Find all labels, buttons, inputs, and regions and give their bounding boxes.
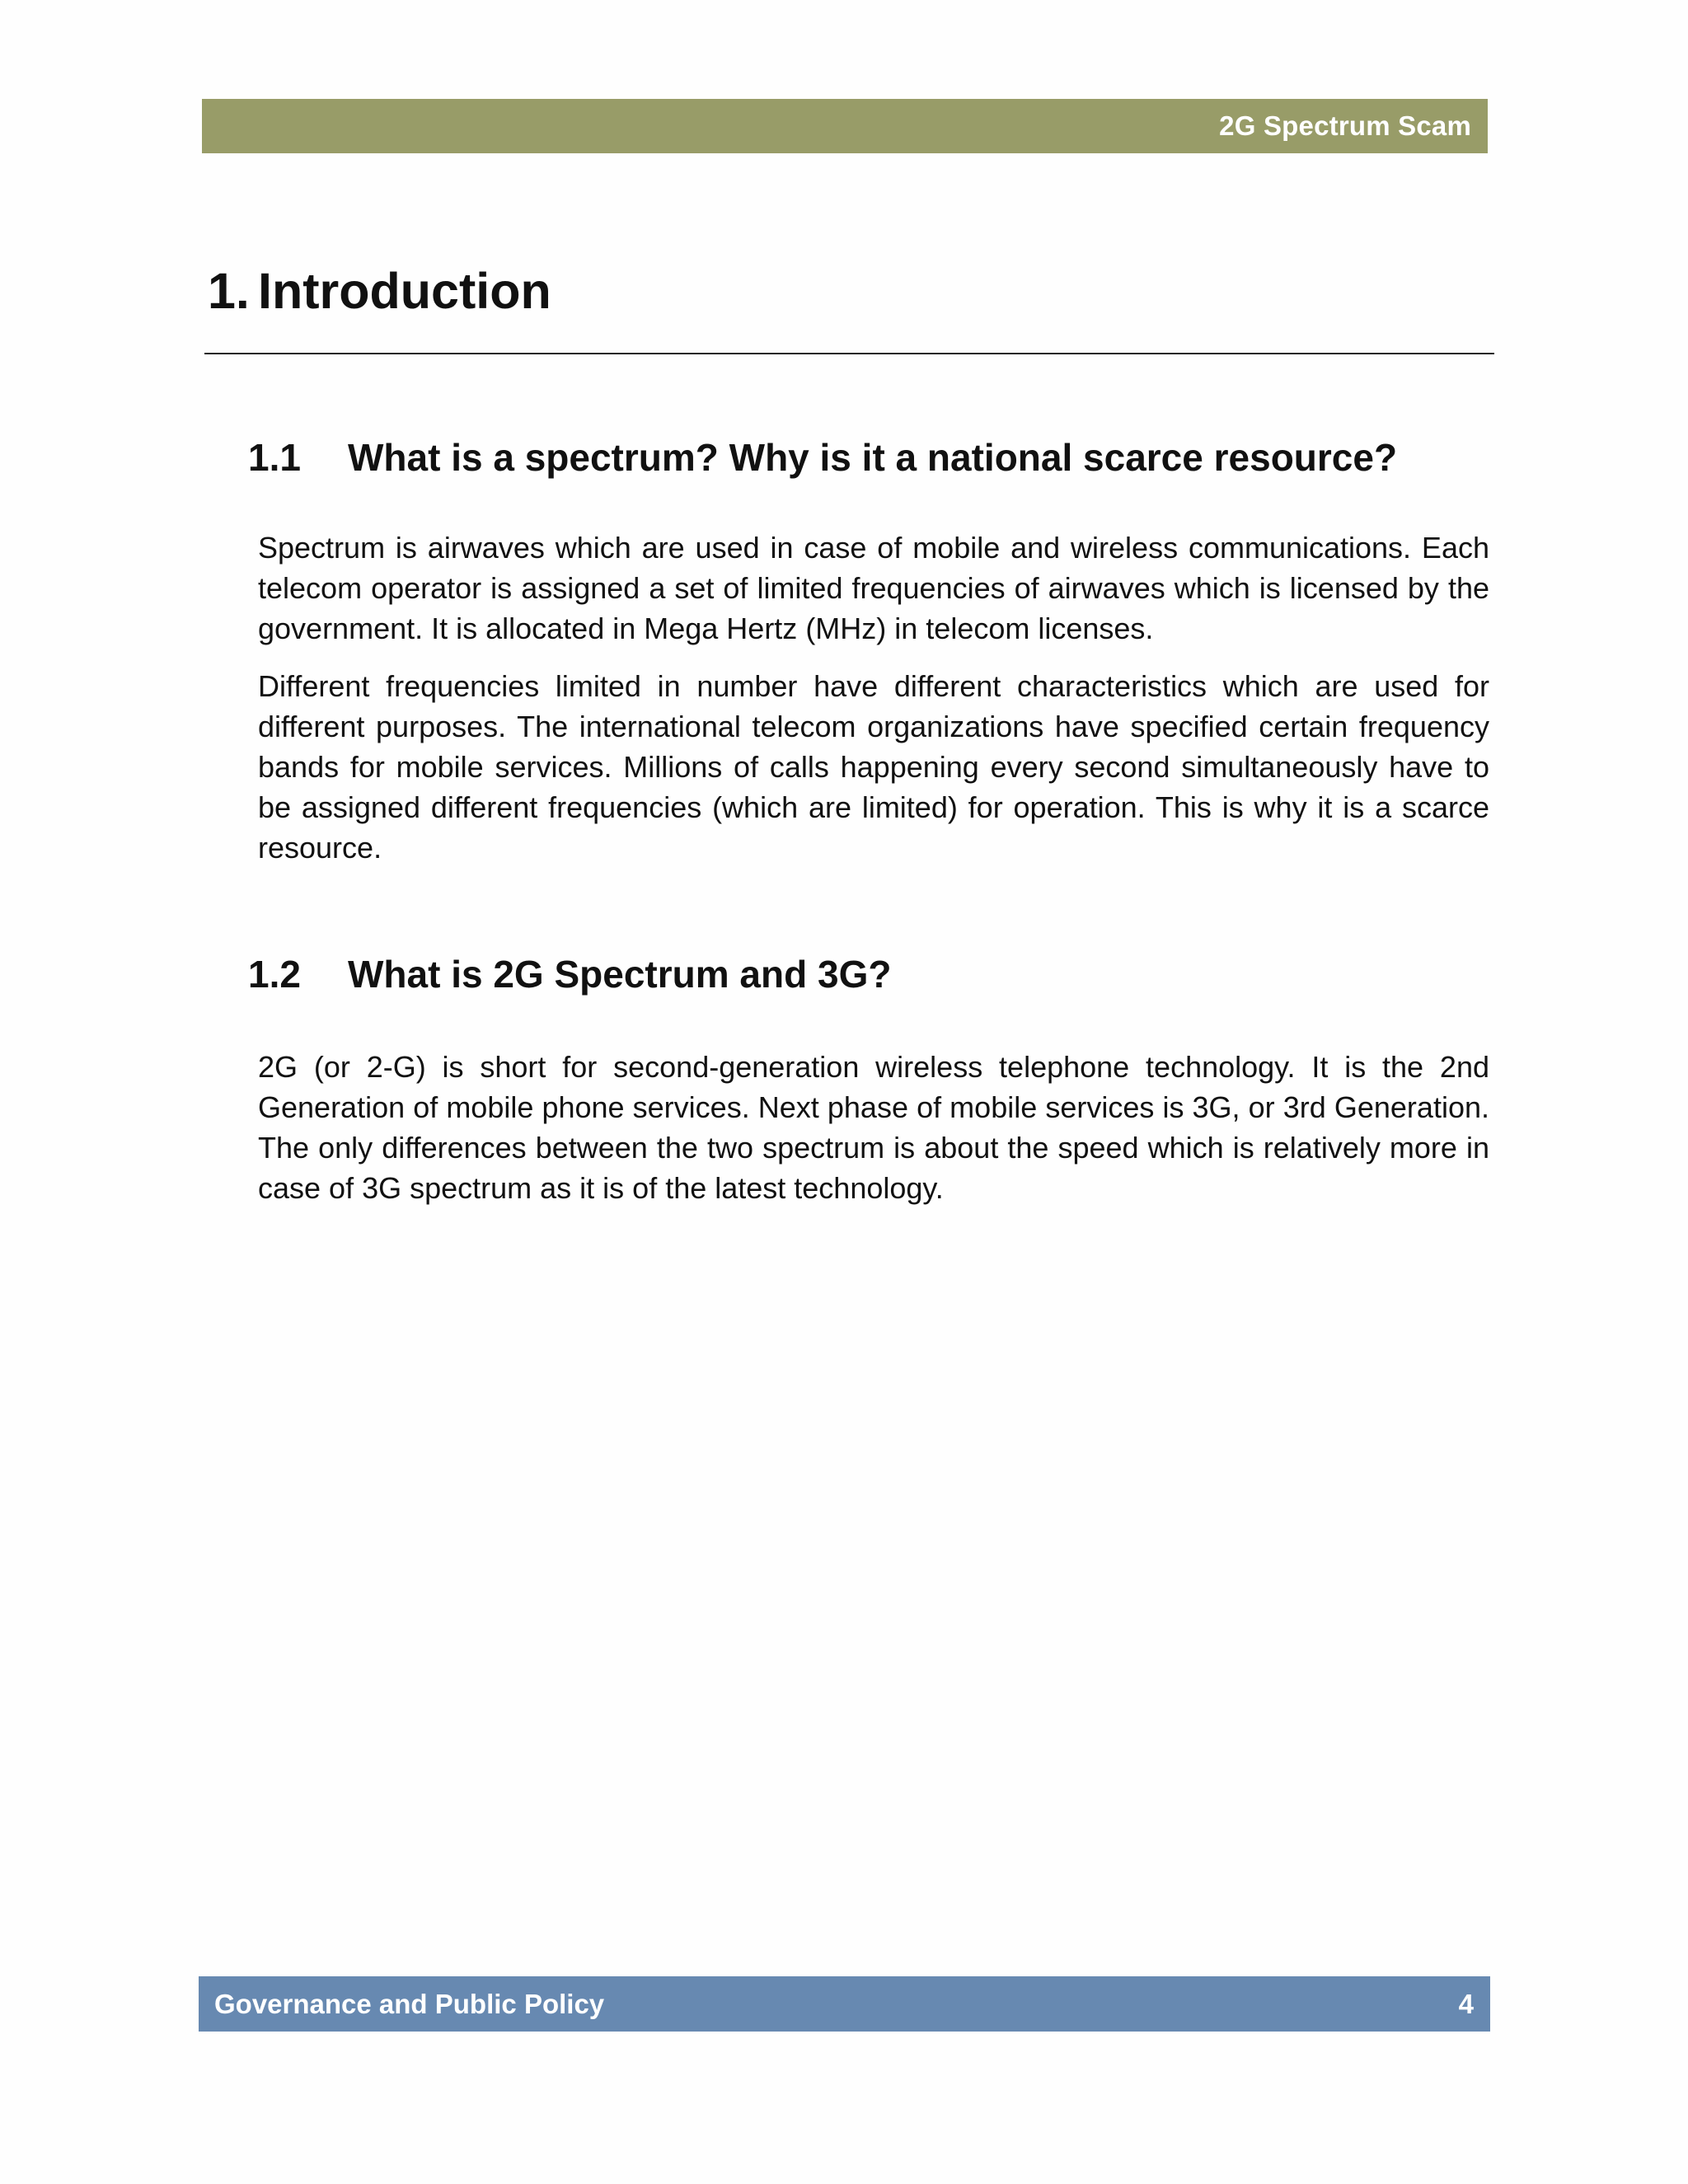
section-heading-1-1: [248, 435, 1397, 480]
paragraph: Spectrum is airwaves which are used in case of mobile and wireless communications. Each telecom operator is assigned a set of limited frequencies of airwaves which is licensed by the government. It is allocated in Mega Hertz (MHz) in telecom licenses.: [258, 531, 1489, 645]
chapter-title: Introduction: [258, 263, 551, 319]
chapter-number: 1.: [208, 263, 250, 319]
footer-title: Governance and Public Policy: [214, 1988, 605, 2019]
section-heading-1-2: [248, 952, 891, 997]
section-number: 1.2: [248, 953, 301, 996]
chapter-divider: [204, 353, 1494, 354]
paragraph: 2G (or 2-G) is short for second-generation wireless telephone technology. It is the 2nd Generation of mobile phone services. Next phase of mobile services is 3G, or 3rd Generation. The only differences between the two spectrum is about the speed which is relatively more in case of 3G spectrum as it is of the latest technology.: [258, 1050, 1489, 1205]
section-title: What is a spectrum? Why is it a national scarce resource?: [348, 436, 1398, 479]
running-footer: [199, 1976, 1490, 2032]
chapter-heading: [208, 262, 551, 320]
section-title: What is 2G Spectrum and 3G?: [348, 953, 892, 996]
paragraph: Different frequencies limited in number have different characteristics which are used for different purposes. The international telecom organizations have specified certain frequency bands for mobile services. Millions of calls happening every second simultaneously have to be assigned different frequencies (which are limited) for operation. This is why it is a scarce resource.: [258, 669, 1489, 865]
header-title: 2G Spectrum Scam: [1219, 110, 1471, 141]
running-header: [202, 99, 1488, 153]
page-number: 4: [1458, 1988, 1474, 2019]
section-number: 1.1: [248, 436, 301, 479]
